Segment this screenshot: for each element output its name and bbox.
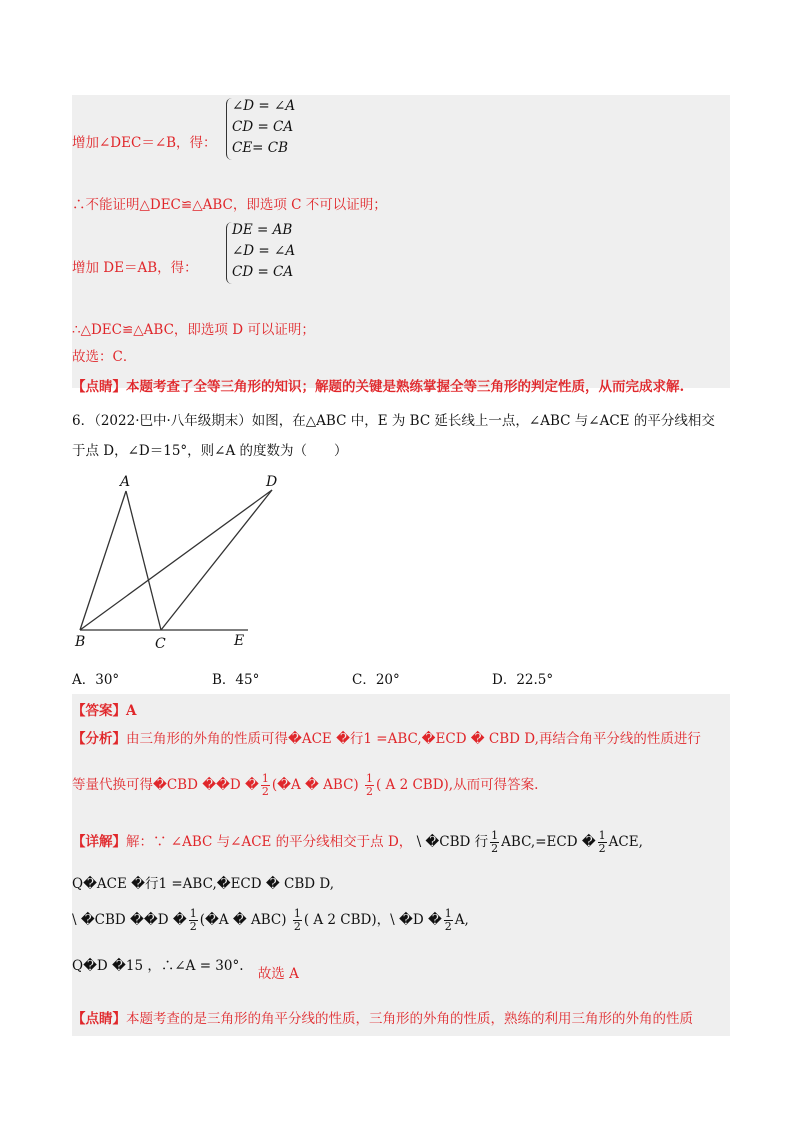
segment-ba xyxy=(80,491,126,630)
fraction-den: 2 xyxy=(444,920,452,933)
detail-line-2: Q�ACE �行1 =ABC,�ECD � CBD D, xyxy=(72,876,335,892)
label-d: D xyxy=(266,474,278,490)
detail-line-1 xyxy=(72,830,643,855)
detail-text-3b: (�A � ABC) xyxy=(199,912,287,928)
answer-tag: 【答案】 xyxy=(72,703,126,719)
system2-row: DE = AB xyxy=(232,222,293,238)
option-a: A．30° xyxy=(72,672,120,688)
fraction-den: 2 xyxy=(598,842,606,855)
answer-value: A xyxy=(126,703,137,719)
analysis-text-2d: ,从而可得答案. xyxy=(448,777,539,793)
system1-prefix: 增加∠DEC＝∠B，得： xyxy=(72,135,217,151)
detail-text-1a: 解：∵ ∠ABC 与∠ACE 的平分线相交于点 D， xyxy=(126,834,413,850)
analysis-line-2 xyxy=(72,773,538,798)
analysis-text-2b: (�A � ABC) xyxy=(271,777,359,793)
analysis-text-1: 由三角形的外角的性质可得�ACE �行1 =ABC,�ECD � CBD D, xyxy=(126,731,539,747)
detail-tag: 【详解】 xyxy=(72,834,126,850)
fraction-num: 1 xyxy=(293,907,301,920)
conclusion-option-c: ∴不能证明△DEC≌△ABC，即选项 C 不可以证明； xyxy=(72,197,387,213)
point-summary-1 xyxy=(72,375,684,395)
choose-c: 故选：C． xyxy=(72,349,137,365)
detail-text-3a: \ �CBD ��D � xyxy=(72,912,187,928)
question-number: 6． xyxy=(72,413,95,429)
detail-text-3d: ，\ �D � xyxy=(376,912,442,928)
fraction-den: 2 xyxy=(491,842,499,855)
fraction-num: 1 xyxy=(189,907,197,920)
point-text-2: 本题考查的是三角形的角平分线的性质，三角形的外角的性质，熟练的利用三角形的外角的性质 xyxy=(126,1011,693,1027)
detail-text-4a: Q�D �15 ，∴∠A = 30°. xyxy=(72,958,244,974)
point-tag-2: 【点睛】 xyxy=(72,1011,126,1027)
conclusion-option-d: ∴△DEC≌△ABC，即选项 D 可以证明； xyxy=(72,322,315,338)
option-c: C．20° xyxy=(352,672,400,688)
system1-row: ∠D = ∠A xyxy=(232,98,296,114)
question-text-1: （2022·巴中·八年级期末）如图，在△ABC 中，E 为 BC 延长线上一点，∠ABC 与∠ACE 的平分线相交 xyxy=(94,413,715,429)
segment-ac xyxy=(126,491,161,630)
fraction-half xyxy=(261,773,270,798)
detail-line-3 xyxy=(72,908,469,933)
question-line-1 xyxy=(72,409,715,429)
analysis-text-2c: ( A 2 CBD) xyxy=(375,777,449,793)
fraction-num: 1 xyxy=(598,829,606,842)
point-summary-2 xyxy=(72,1007,693,1027)
system1-rows xyxy=(232,96,295,159)
detail-text-1c: ABC,=ECD � xyxy=(501,834,596,850)
fraction-num: 1 xyxy=(261,772,269,785)
fraction-half xyxy=(189,908,198,933)
fraction-half xyxy=(444,908,453,933)
analysis-text-1b: 再结合角平分线的性质进行 xyxy=(538,731,701,747)
detail-text-3e: A, xyxy=(454,912,469,928)
system1-row: CE= CB xyxy=(232,140,289,156)
label-a: A xyxy=(120,474,131,490)
question-line-2: 于点 D，∠D＝15°，则∠A 的度数为（ ） xyxy=(72,443,348,459)
point-text: 本题考查了全等三角形的知识；解题的关键是熟练掌握全等三角形的判定性质，从而完成求解. xyxy=(126,379,685,395)
detail-text-4b: 故选 A xyxy=(257,966,299,982)
detail-text-1d: ACE, xyxy=(608,834,643,850)
system2-row: ∠D = ∠A xyxy=(232,243,296,259)
fraction-num: 1 xyxy=(365,772,373,785)
system1-row: CD = CA xyxy=(232,119,294,135)
label-c: C xyxy=(155,636,166,652)
system2-prefix: 增加 DE＝AB，得： xyxy=(72,260,198,276)
fraction-half xyxy=(490,830,499,855)
fraction-den: 2 xyxy=(189,920,197,933)
analysis-tag: 【分析】 xyxy=(72,731,126,747)
option-b: B．45° xyxy=(212,672,260,688)
analysis-line-1 xyxy=(72,727,701,747)
point-tag: 【点睛】 xyxy=(72,379,126,395)
option-d: D．22.5° xyxy=(492,672,554,688)
detail-line-4 xyxy=(72,954,299,982)
fraction-num: 1 xyxy=(491,829,499,842)
answer-line xyxy=(72,699,136,719)
fraction-half xyxy=(365,773,374,798)
fraction-den: 2 xyxy=(365,785,373,798)
segment-cd xyxy=(161,490,272,630)
system2-row: CD = CA xyxy=(232,264,294,280)
detail-text-1b: \ �CBD 行 xyxy=(416,834,489,850)
label-b: B xyxy=(75,634,86,650)
system2-rows xyxy=(232,220,295,283)
detail-text-3c: ( A 2 CBD) xyxy=(303,912,377,928)
fraction-half xyxy=(598,830,607,855)
fraction-num: 1 xyxy=(444,907,452,920)
analysis-text-2a: 等量代换可得�CBD ��D � xyxy=(72,777,259,793)
segment-bd xyxy=(80,490,272,630)
label-e: E xyxy=(234,633,245,649)
fraction-den: 2 xyxy=(293,920,301,933)
fraction-half xyxy=(293,908,302,933)
fraction-den: 2 xyxy=(261,785,269,798)
